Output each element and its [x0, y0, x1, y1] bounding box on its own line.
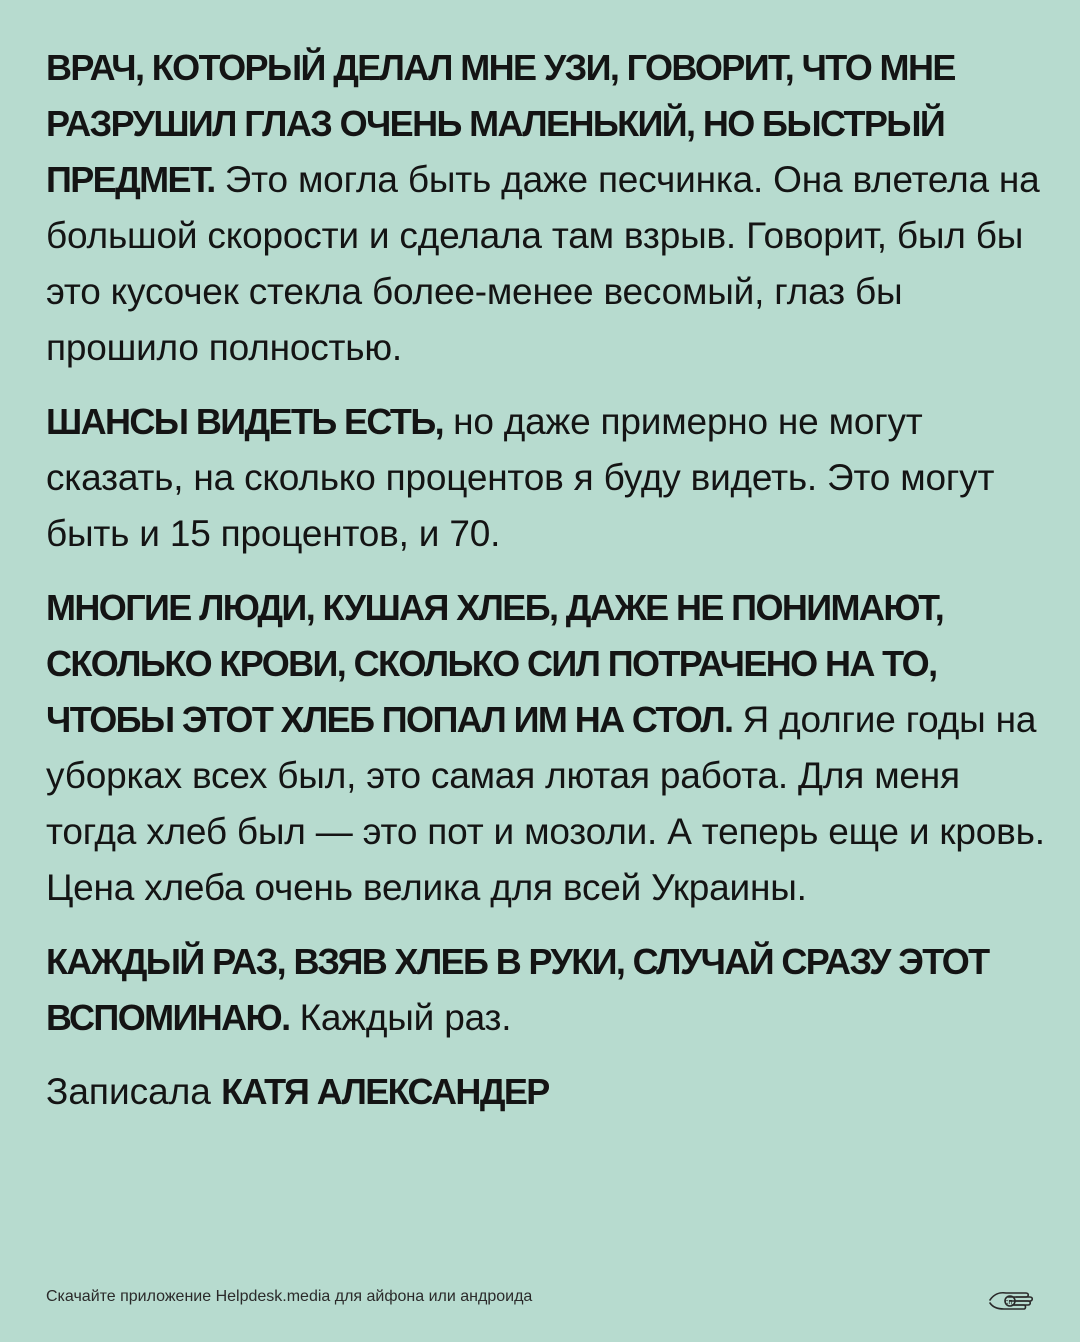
paragraph-4 — [46, 934, 1046, 1046]
paragraph-2-text: но даже примерно не могут сказать, на сколько процентов я буду видеть. Это могут быть и 15 процентов, и 70. — [46, 401, 995, 554]
article-body — [46, 40, 1046, 1120]
paragraph-2 — [46, 394, 1046, 562]
paragraph-1-text: Это могла быть даже песчинка. Она влетела на большой скорости и сделала там взрыв. Говорит, был бы это кусочек стекла более-менее весомый, глаз бы прошило полностью. — [46, 159, 1040, 368]
credit-prefix: Записала — [46, 1071, 222, 1112]
author-credit — [46, 1064, 1046, 1120]
footer-app-promo: Скачайте приложение Helpdesk.media для айфона или андроида — [46, 1288, 533, 1305]
paragraph-3-text: Я долгие годы на уборках всех был, это самая лютая работа. Для меня тогда хлеб был — это пот и мозоли. А теперь еще и кровь. Цена хлеба очень велика для всей Украины. — [46, 699, 1045, 908]
paragraph-4-lead: КАЖДЫЙ РАЗ, ВЗЯВ ХЛЕБ В РУКИ, СЛУЧАЙ СРАЗУ ЭТОТ ВСПОМИНАЮ. — [46, 941, 989, 1038]
helpdesk-hand-logo-icon — [986, 1284, 1038, 1312]
svg-text:сп: сп — [1005, 1299, 1013, 1306]
paragraph-3-lead: МНОГИЕ ЛЮДИ, КУШАЯ ХЛЕБ, ДАЖЕ НЕ ПОНИМАЮТ, СКОЛЬКО КРОВИ, СКОЛЬКО СИЛ ПОТРАЧЕНО НА ТО, ЧТОБЫ ЭТОТ ХЛЕБ ПОПАЛ ИМ НА СТОЛ. — [46, 587, 944, 740]
paragraph-3 — [46, 580, 1046, 916]
paragraph-4-text: Каждый раз. — [289, 997, 512, 1038]
paragraph-2-lead: ШАНСЫ ВИДЕТЬ ЕСТЬ, — [46, 401, 443, 442]
credit-author: КАТЯ АЛЕКСАНДЕР — [221, 1071, 549, 1112]
paragraph-1-lead: ВРАЧ, КОТОРЫЙ ДЕЛАЛ МНЕ УЗИ, ГОВОРИТ, ЧТО МНЕ РАЗРУШИЛ ГЛАЗ ОЧЕНЬ МАЛЕНЬКИЙ, НО БЫСТРЫЙ ПРЕДМЕТ. — [46, 47, 955, 200]
paragraph-1 — [46, 40, 1046, 376]
